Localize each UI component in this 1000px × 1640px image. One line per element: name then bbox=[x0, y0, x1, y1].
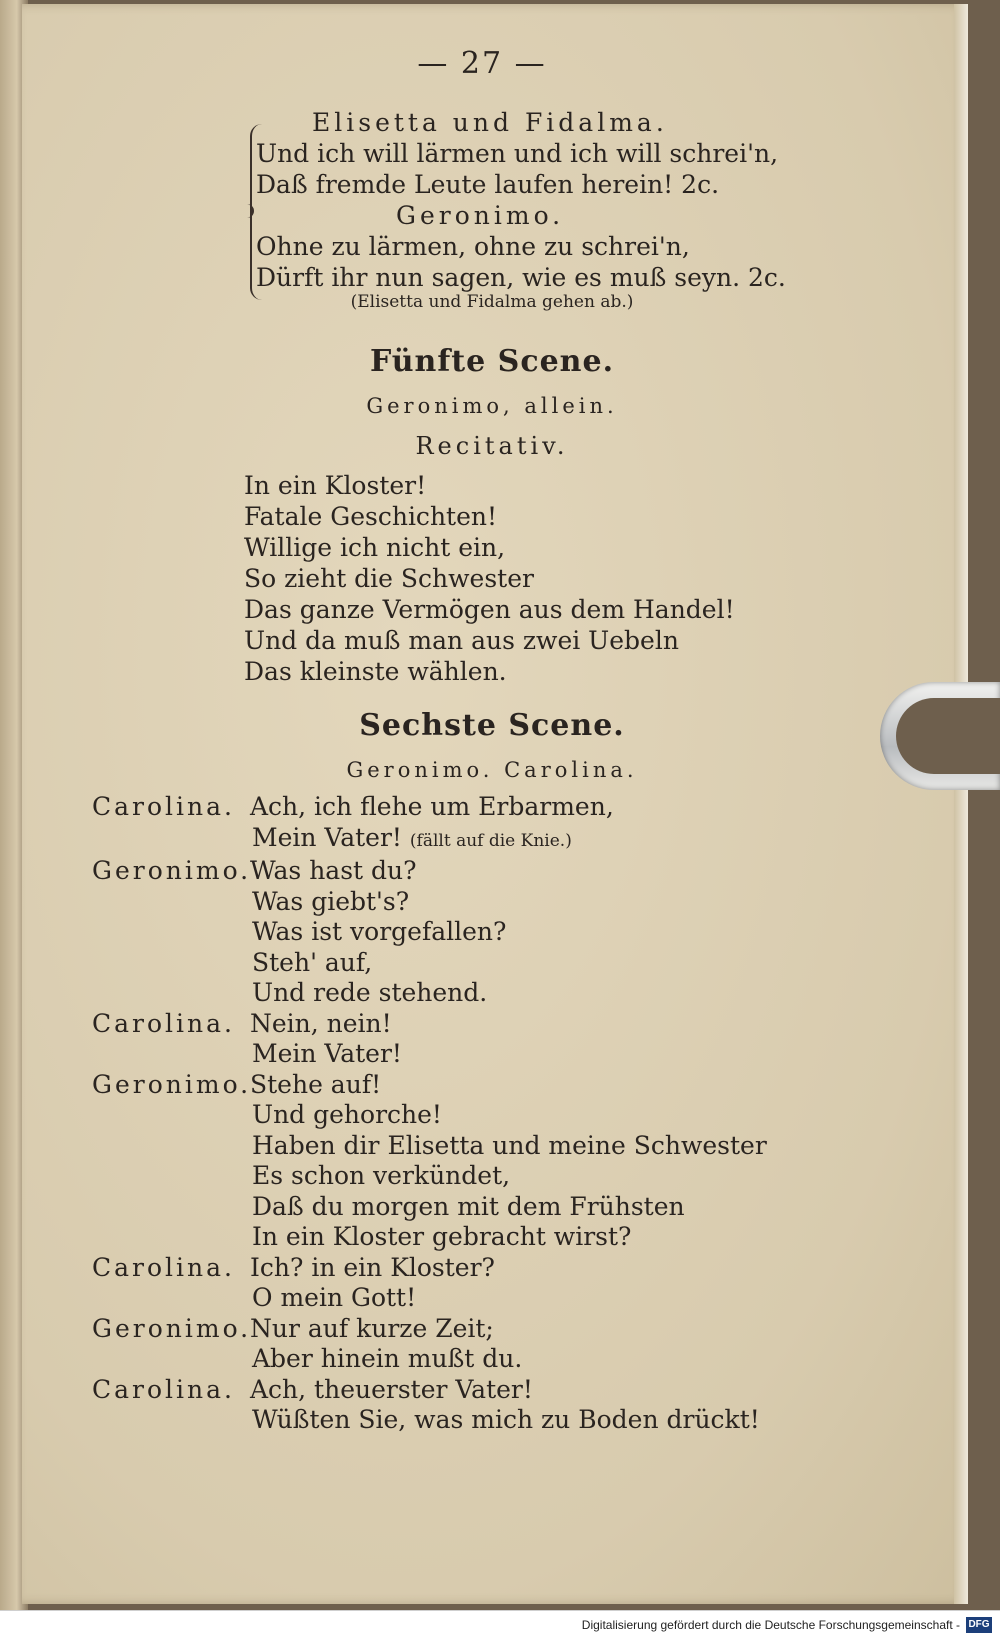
dialogue-line bbox=[92, 1253, 767, 1284]
speaker-name: Carolina. bbox=[92, 1008, 235, 1038]
dialogue-text: Mein Vater! bbox=[252, 1039, 402, 1068]
intro-line: Und ich will lärmen und ich will schrei'n, bbox=[256, 139, 779, 168]
intro-block bbox=[256, 107, 786, 293]
intro-line: Daß fremde Leute laufen herein! 2c. bbox=[256, 170, 720, 199]
book-page bbox=[22, 4, 968, 1604]
speaker-name: Carolina. bbox=[92, 792, 235, 821]
dialogue-text: Steh' auf, bbox=[252, 947, 373, 977]
verse-line: Das kleinste wählen. bbox=[244, 657, 507, 686]
dialogue-text: Stehe auf! bbox=[250, 1069, 382, 1099]
speaker-name: Carolina. bbox=[92, 1252, 235, 1282]
scene-subtitle: Recitativ. bbox=[415, 432, 569, 460]
verse-line: Das ganze Vermögen aus dem Handel! bbox=[244, 595, 735, 624]
recitative-block bbox=[244, 470, 735, 687]
dialogue-text: Mein Vater! bbox=[252, 822, 402, 852]
dialogue-line bbox=[92, 1375, 767, 1406]
stage-direction: (Elisetta und Fidalma gehen ab.) bbox=[350, 292, 634, 312]
speaker-name: Geronimo. bbox=[92, 1069, 252, 1099]
dialogue-text: In ein Kloster gebracht wirst? bbox=[252, 1222, 632, 1251]
page-number: — 27 — bbox=[417, 46, 547, 81]
intro-speaker-2: Geronimo. bbox=[396, 201, 565, 230]
scene-cast: Geronimo. Carolina. bbox=[346, 758, 638, 782]
dialogue-line bbox=[92, 792, 767, 823]
verse-line: In ein Kloster! bbox=[244, 471, 427, 500]
dialogue-text: O mein Gott! bbox=[252, 1283, 417, 1312]
dialogue-text: Es schon verkündet, bbox=[252, 1161, 511, 1190]
dialogue-text: Ich? in ein Kloster? bbox=[250, 1252, 495, 1282]
dialogue-line bbox=[92, 1314, 767, 1345]
dialogue-text: Daß du morgen mit dem Frühsten bbox=[252, 1191, 685, 1221]
dialogue-text: Und gehorche! bbox=[252, 1100, 442, 1129]
verse-line: Und da muß man aus zwei Uebeln bbox=[244, 626, 679, 655]
intro-speaker-1: Elisetta und Fidalma. bbox=[312, 108, 668, 137]
dialogue-line bbox=[92, 856, 767, 887]
dialogue-text: Und rede stehend. bbox=[252, 978, 488, 1007]
speaker-name: Geronimo. bbox=[92, 856, 252, 885]
dialogue-text: Aber hinein mußt du. bbox=[252, 1344, 523, 1373]
verse-line: So zieht die Schwester bbox=[244, 564, 534, 593]
scene-title: Fünfte Scene. bbox=[369, 344, 615, 379]
scene-cast: Geronimo, allein. bbox=[366, 394, 618, 418]
dialogue-line bbox=[92, 823, 767, 857]
dialogue-line bbox=[92, 1070, 767, 1101]
dialogue-text: Was ist vorgefallen? bbox=[252, 917, 507, 946]
dialogue-text: Ach, ich flehe um Erbarmen, bbox=[250, 792, 614, 821]
dialogue-text: Haben dir Elisetta und meine Schwester bbox=[252, 1130, 767, 1160]
footer-credit: Digitalisierung gefördert durch die Deutsche Forschungsgemeinschaft - bbox=[581, 1618, 960, 1632]
verse-line: Willige ich nicht ein, bbox=[244, 533, 506, 562]
dialogue-line bbox=[92, 1009, 767, 1040]
paper-clip-icon bbox=[880, 682, 1000, 790]
intro-line: Ohne zu lärmen, ohne zu schrei'n, bbox=[256, 232, 690, 261]
dialogue-text: Wüßten Sie, was mich zu Boden drückt! bbox=[252, 1405, 760, 1434]
dialogue-text: Nein, nein! bbox=[250, 1008, 392, 1038]
scene-title: Sechste Scene. bbox=[359, 708, 625, 743]
dialogue-text: Was giebt's? bbox=[252, 886, 410, 916]
speaker-name: Carolina. bbox=[92, 1374, 235, 1404]
page-edge bbox=[954, 4, 968, 1604]
dfg-logo: DFG bbox=[966, 1617, 992, 1633]
dialogue-block bbox=[92, 792, 767, 1436]
stage-direction: (fällt auf die Knie.) bbox=[409, 830, 572, 851]
dialogue-text: Nur auf kurze Zeit; bbox=[250, 1313, 494, 1343]
dialogue-text: Was hast du? bbox=[250, 856, 417, 885]
footer-bar bbox=[0, 1610, 1000, 1640]
dialogue-text: Ach, theuerster Vater! bbox=[250, 1374, 533, 1404]
intro-line: Dürft ihr nun sagen, wie es muß seyn. 2c. bbox=[256, 263, 786, 292]
verse-line: Fatale Geschichten! bbox=[244, 502, 498, 531]
speaker-name: Geronimo. bbox=[92, 1313, 252, 1343]
